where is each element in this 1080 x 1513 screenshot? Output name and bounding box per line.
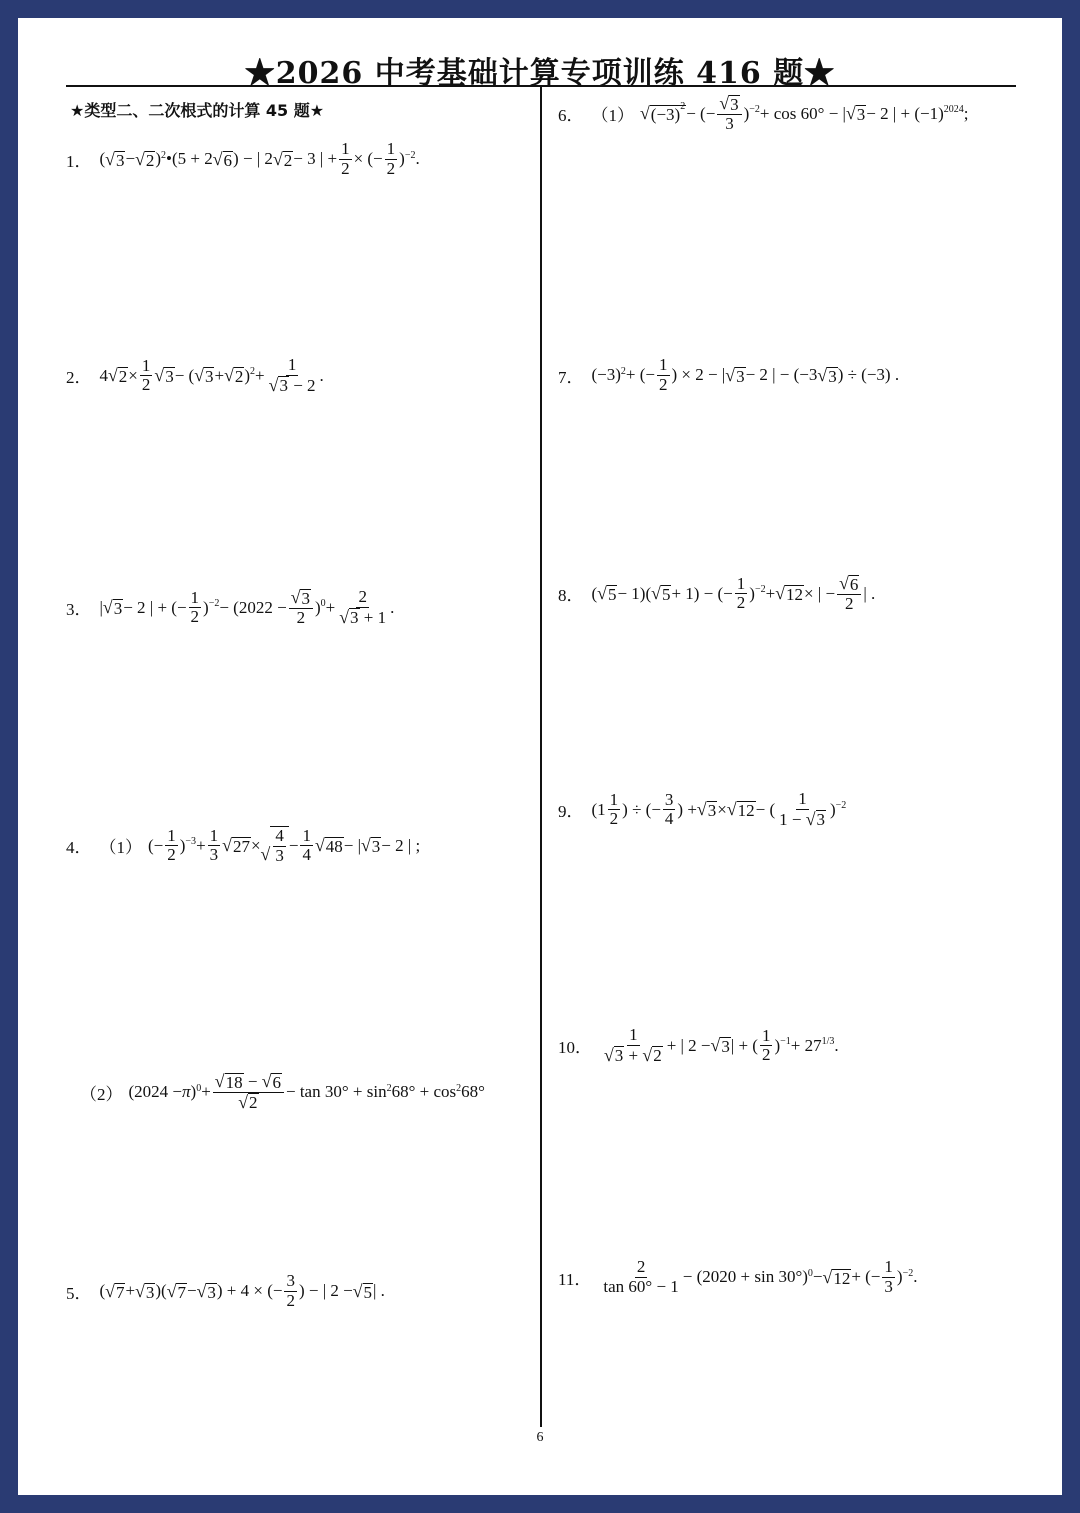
problem-3 [66, 588, 394, 627]
problem-number: 5． [66, 1283, 92, 1303]
problem-4-1 [66, 826, 420, 865]
problem-expression: (− $\frac{1}{2}$ ) $^{-3}$ + $\frac{1}{3}$ √ 27 × √ $\frac{4}{3}$ − $\frac{1}{4}$ √ 48 − | √ 3 − 2 | ; [148, 825, 421, 865]
problem-5 [66, 1272, 385, 1310]
problem-11 [558, 1258, 917, 1296]
problem-number: 10． [558, 1038, 592, 1058]
problem-8 [558, 574, 875, 613]
problem-expression: ( √ 5 − 1)( √ 5 + 1) − (− $\frac{1}{2}$ ) $^{-2}$ + √ 12 × | − √ 6 2 | . [591, 573, 876, 613]
problem-7 [558, 356, 899, 394]
problem-1 [66, 140, 420, 178]
problem-4-2 [72, 1072, 485, 1112]
problem-expression: | √ 3 − 2 | + (− $\frac{1}{2}$ ) $^{-2}$ − (2022 − √ 3 2 ) $^0$ + 2 √ 3 + 1 . [99, 587, 395, 628]
subpart-label: （1） [591, 106, 634, 126]
problem-expression: √ $(-3)^2$ − (− √ 3 3 ) $^{-2}$ + cos 60° − | √ 3 − 2 | + (−1) $^{2024}$ ; [640, 93, 969, 133]
problem-number: 1． [66, 151, 92, 171]
subpart-label: （2） [80, 1084, 123, 1104]
problem-10 [558, 1026, 839, 1065]
problem-9 [558, 790, 846, 829]
problem-expression: (1 $\frac{1}{2}$ ) ÷ (− $\frac{3}{4}$ ) + √ 3 × √ 12 − ( 1 1 − √ 3 ) $^{-2}$ [591, 789, 847, 830]
problem-number: 3． [66, 600, 92, 620]
problem-expression: $\frac{2}{\tan 60^\circ - 1}$ − (2020 + sin 30°) $^0$ − √ 12 + (− $\frac{1}{3}$ ) $^{-2}$ . [603, 1257, 918, 1296]
problem-expression: (2024 − π ) $^0$ + √ 18 − √ 6 √ 2 − tan 30° + sin $^2$ 68° + cos $^2$ 68° [128, 1071, 485, 1113]
problem-expression: ( √ 3 − √ 2 ) $^2$ •(5 + 2 √ 6 ) − | 2 √ 2 − 3 | + $\frac{1}{2}$ × (− $\frac{1}{2}$ ) $^{-2}$ . [99, 139, 420, 178]
problem-number: 7． [558, 367, 584, 387]
problem-6-1 [558, 94, 969, 133]
page-number: 6 [536, 1430, 544, 1445]
column-divider [540, 87, 542, 1427]
worksheet-page [18, 18, 1062, 1495]
problem-number: 11． [558, 1269, 592, 1289]
problem-number: 4． [66, 838, 92, 858]
problem-number: 9． [558, 802, 584, 822]
problem-number: 2． [66, 368, 92, 388]
problem-2 [66, 356, 324, 395]
problem-expression: (−3) $^2$ + (− $\frac{1}{2}$ ) × 2 − | √ 3 − 2 | − (−3 √ 3 ) ÷ (−3) . [591, 355, 900, 394]
page-title: ★2026 中考基础计算专项训练 416 题★ [244, 56, 836, 91]
problem-number: 6． [558, 106, 584, 126]
problem-expression: 1 √ 3 + √ 2 + | 2 − √ 3 | + ( $\frac{1}{2}$ ) $^{-1}$ + 27 $^{1/3}$ . [604, 1025, 839, 1066]
problem-expression: ( √ 7 + √ 3 )( √ 7 − √ 3 ) + 4 × (− $\frac{3}{2}$ ) − | 2 − √ 5 | . [99, 1271, 385, 1310]
problem-expression: 4 √ 2 × $\frac{1}{2}$ √ 3 − ( √ 3 + √ 2 ) $^2$ + 1 √ 3 − 2 . [99, 355, 324, 396]
subpart-label: （1） [99, 838, 142, 858]
section-heading: ★类型二、二次根式的计算 45 题★ [70, 101, 325, 120]
problem-number: 8． [558, 586, 584, 606]
